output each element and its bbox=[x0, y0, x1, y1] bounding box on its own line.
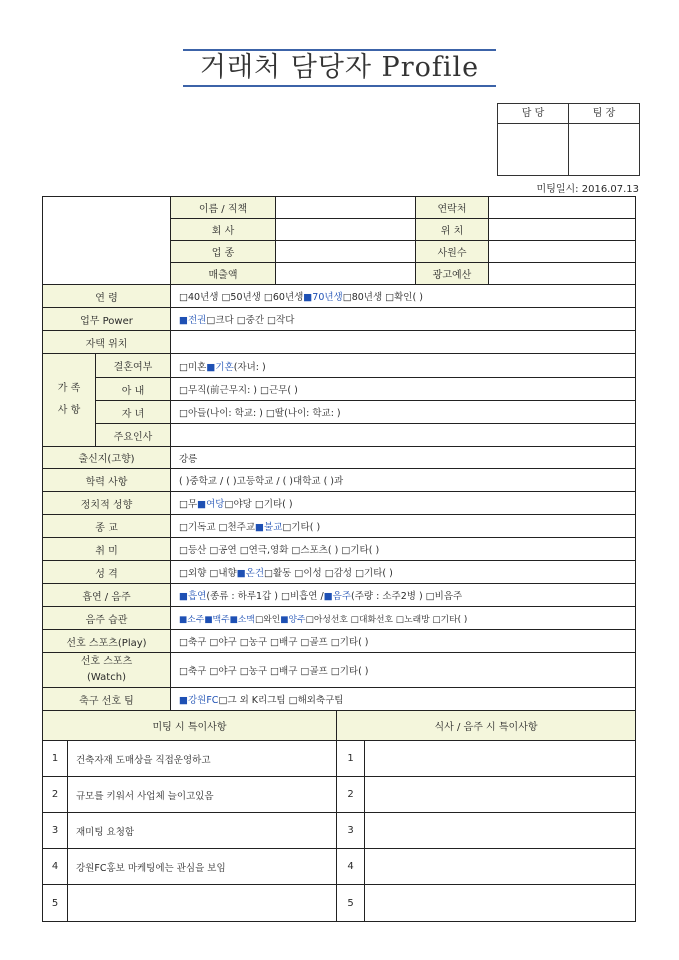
religion-label: 종 교 bbox=[43, 515, 170, 537]
position-field[interactable] bbox=[489, 219, 635, 240]
meal-note-number: 1 bbox=[347, 753, 354, 764]
position-label: 위 치 bbox=[416, 219, 488, 240]
ad-budget-label: 광고예산 bbox=[416, 263, 488, 284]
drink-habit-value[interactable]: ■소주 ■맥주 ■소맥 □와인 ■양주 □아성선호 □대화선호 □노래방 □기타( ) bbox=[179, 614, 468, 625]
meeting-note-text[interactable]: 강원FC홍보 마케팅에는 관심을 보임 bbox=[76, 862, 226, 874]
marriage-value[interactable]: □미혼 ■기혼 (자녀: ) bbox=[179, 361, 266, 373]
politics-label: 정치적 성향 bbox=[43, 492, 170, 514]
hometown-label: 출신지(고향) bbox=[43, 447, 170, 468]
meeting-note-number: 4 bbox=[51, 861, 59, 872]
power-value[interactable]: ■전권 □크다 □중간 □작다 bbox=[179, 315, 295, 326]
wife-value[interactable]: □무직(前근무지: ) □근무( ) bbox=[179, 385, 298, 396]
children-value[interactable]: □아들(나이: 학교: ) □딸(나이: 학교: ) bbox=[179, 408, 341, 419]
meeting-note-number: 5 bbox=[51, 897, 59, 909]
employees-label: 사원수 bbox=[416, 241, 488, 262]
marriage-label: 결혼여부 bbox=[96, 354, 170, 377]
meal-note-number: 3 bbox=[347, 825, 354, 836]
family-label: 가 족 사 항 bbox=[43, 354, 95, 446]
education-label: 학력 사항 bbox=[43, 469, 170, 491]
meal-note-text[interactable] bbox=[365, 741, 635, 776]
meeting-date: 미팅일시: 2016.07.13 bbox=[536, 184, 639, 195]
hobby-label: 취 미 bbox=[43, 538, 170, 560]
ad-budget-field[interactable] bbox=[489, 263, 635, 284]
sports-watch-value[interactable]: □축구 □야구 □농구 □배구 □골프 □기타( ) bbox=[179, 666, 369, 677]
company-field[interactable] bbox=[276, 219, 415, 240]
approval-box bbox=[497, 103, 640, 176]
approval-col-staff: 담 당 bbox=[498, 104, 568, 124]
meal-note-number: 4 bbox=[347, 861, 354, 872]
name-field[interactable] bbox=[276, 197, 415, 218]
home-value[interactable] bbox=[171, 331, 635, 353]
approval-divider bbox=[568, 104, 569, 175]
sports-play-label: 선호 스포츠(Play) bbox=[43, 630, 170, 652]
events-value[interactable] bbox=[171, 424, 635, 446]
politics-value[interactable]: □무 ■여당 □야당 □기타( ) bbox=[179, 499, 293, 510]
meal-note-text[interactable] bbox=[365, 777, 635, 812]
sales-field[interactable] bbox=[276, 263, 415, 284]
meeting-note-number: 3 bbox=[51, 825, 59, 836]
meal-note-text[interactable] bbox=[365, 813, 635, 848]
meal-note-number: 2 bbox=[347, 789, 354, 800]
power-label: 업무 Power bbox=[43, 308, 170, 330]
name-label: 이름 / 직책 bbox=[171, 197, 275, 218]
meeting-note-number: 2 bbox=[51, 789, 59, 800]
meeting-notes-header: 미팅 시 특이사항 bbox=[43, 711, 336, 740]
company-label: 회 사 bbox=[171, 219, 275, 240]
industry-label: 업 종 bbox=[171, 241, 275, 262]
meeting-note-text[interactable]: 규모를 키워서 사업체 늘이고있음 bbox=[76, 790, 214, 802]
meal-notes-header: 식사 / 음주 시 특이사항 bbox=[337, 711, 635, 740]
hobby-value[interactable]: □등산 □공연 □연극,영화 □스포츠( ) □기타( ) bbox=[179, 545, 380, 556]
meeting-note-text[interactable] bbox=[68, 885, 336, 921]
contact-field[interactable] bbox=[489, 197, 635, 218]
age-value[interactable]: □40년생 □50년생 □60년생 ■70년생 □80년생 □확인( ) bbox=[179, 292, 423, 303]
meeting-note-text[interactable]: 건축자재 도매상을 직접운영하고 bbox=[76, 754, 211, 766]
smoke-drink-value[interactable]: ■흡연 (종류 : 하루1갑 ) □비흡연 / ■음주 (주량 : 소주2병 ) □비음주 bbox=[179, 591, 463, 602]
meeting-note-text[interactable]: 재미팅 요청함 bbox=[76, 826, 135, 838]
football-team-label: 축구 선호 팀 bbox=[43, 688, 170, 710]
title-bottom-line bbox=[183, 85, 496, 87]
religion-value[interactable]: □기독교 □천주교 ■불교 □기타( ) bbox=[179, 522, 321, 533]
age-label: 연 령 bbox=[43, 285, 170, 307]
sports-watch-label: 선호 스포츠(Watch) bbox=[43, 653, 170, 687]
industry-field[interactable] bbox=[276, 241, 415, 262]
meeting-note-number: 1 bbox=[51, 753, 59, 764]
sales-label: 매출액 bbox=[171, 263, 275, 284]
education-value[interactable]: ( )중학교 / ( )고등학교 / ( )대학교 ( )과 bbox=[179, 476, 344, 487]
contact-label: 연락처 bbox=[416, 197, 488, 218]
smoke-drink-label: 흡연 / 음주 bbox=[43, 584, 170, 606]
football-team-value[interactable]: ■강원FC □그 외 K리그팀 □해외축구팀 bbox=[179, 695, 344, 706]
meal-note-number: 5 bbox=[347, 897, 354, 909]
approval-col-manager: 팀 장 bbox=[569, 104, 639, 124]
meal-note-text[interactable] bbox=[365, 849, 635, 884]
home-label: 자택 위치 bbox=[43, 331, 170, 353]
sports-play-value[interactable]: □축구 □야구 □농구 □배구 □골프 □기타( ) bbox=[179, 637, 369, 648]
wife-label: 아 내 bbox=[96, 378, 170, 400]
events-label: 주요인사 bbox=[96, 424, 170, 446]
drink-habit-label: 음주 습관 bbox=[43, 607, 170, 629]
meal-note-text[interactable] bbox=[365, 885, 635, 921]
children-label: 자 녀 bbox=[96, 401, 170, 423]
employees-field[interactable] bbox=[489, 241, 635, 262]
hometown-value[interactable]: 강릉 bbox=[179, 453, 198, 465]
personality-label: 성 격 bbox=[43, 561, 170, 583]
personality-value[interactable]: □외향 □내향 ■온건 □활동 □이성 □감성 □기타( ) bbox=[179, 568, 393, 579]
page-title: 거래처 담당자 Profile bbox=[199, 52, 480, 83]
